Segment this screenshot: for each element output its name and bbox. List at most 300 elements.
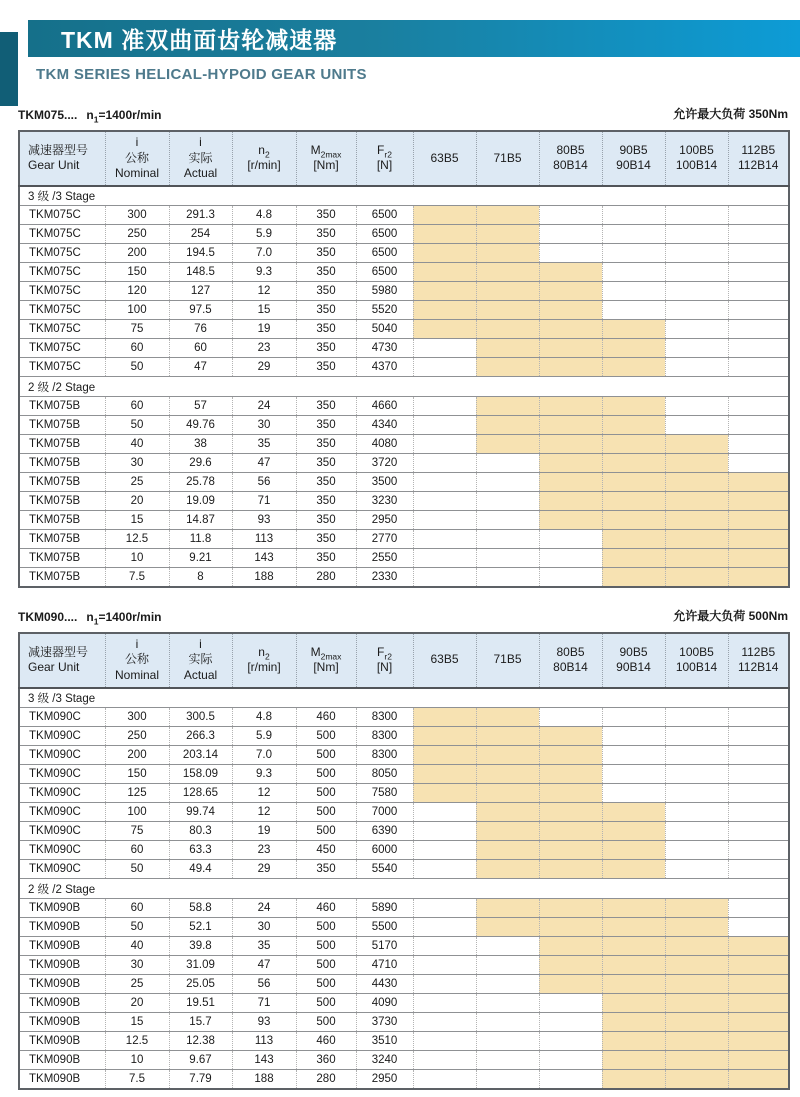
motor-compat-cell-80b5 <box>539 956 602 975</box>
motor-compat-cell-100b5 <box>665 549 728 568</box>
cell-n2: 19 <box>232 320 296 339</box>
motor-compat-cell-80b5 <box>539 994 602 1013</box>
cell-m2max: 500 <box>296 1013 356 1032</box>
motor-compat-cell-71b5 <box>476 454 539 473</box>
table-row <box>19 358 789 377</box>
table-row <box>19 1070 789 1089</box>
motor-compat-cell-90b5 <box>602 937 665 956</box>
table-row <box>19 263 789 282</box>
motor-compat-cell-63b5 <box>413 1032 476 1051</box>
motor-compat-cell-100b5 <box>665 994 728 1013</box>
col-header-i-nominal: i 公称 Nominal <box>105 131 169 186</box>
table1-title-row <box>18 107 788 125</box>
motor-compat-cell-90b5 <box>602 822 665 841</box>
motor-compat-cell-112b5 <box>728 397 789 416</box>
motor-compat-cell-71b5 <box>476 899 539 918</box>
motor-compat-cell-100b5 <box>665 784 728 803</box>
cell-n2: 9.3 <box>232 263 296 282</box>
motor-compat-cell-112b5 <box>728 841 789 860</box>
motor-compat-cell-80b5 <box>539 206 602 225</box>
motor-compat-cell-71b5 <box>476 206 539 225</box>
motor-compat-cell-100b5 <box>665 975 728 994</box>
table-row <box>19 435 789 454</box>
motor-compat-cell-112b5 <box>728 899 789 918</box>
col-header-100b5: 100B5 100B14 <box>665 131 728 186</box>
cell-i-actual: 291.3 <box>169 206 232 225</box>
motor-compat-cell-100b5 <box>665 358 728 377</box>
motor-compat-cell-90b5 <box>602 918 665 937</box>
motor-compat-cell-112b5 <box>728 975 789 994</box>
cell-i-actual: 11.8 <box>169 530 232 549</box>
cell-i-nominal: 250 <box>105 727 169 746</box>
cell-gear-unit: TKM090C <box>19 841 105 860</box>
cell-i-nominal: 100 <box>105 803 169 822</box>
cell-fr2: 5040 <box>356 320 413 339</box>
table-row <box>19 282 789 301</box>
motor-compat-cell-112b5 <box>728 206 789 225</box>
motor-compat-cell-63b5 <box>413 899 476 918</box>
cell-n2: 143 <box>232 1051 296 1070</box>
stage-divider-row <box>19 688 789 708</box>
cell-i-nominal: 40 <box>105 937 169 956</box>
cell-n2: 188 <box>232 1070 296 1089</box>
cell-m2max: 350 <box>296 358 356 377</box>
cell-gear-unit: TKM075C <box>19 206 105 225</box>
cell-fr2: 5540 <box>356 860 413 879</box>
cell-m2max: 350 <box>296 263 356 282</box>
motor-compat-cell-80b5 <box>539 492 602 511</box>
motor-compat-cell-90b5 <box>602 1032 665 1051</box>
motor-compat-cell-71b5 <box>476 244 539 263</box>
table1-max-load: 允许最大负荷 350Nm <box>673 107 788 121</box>
motor-compat-cell-112b5 <box>728 435 789 454</box>
cell-m2max: 500 <box>296 746 356 765</box>
motor-compat-cell-80b5 <box>539 1070 602 1089</box>
col-header-m2max: $M_{2max}$ [Nm] <box>296 131 356 186</box>
cell-fr2: 4430 <box>356 975 413 994</box>
cell-m2max: 350 <box>296 511 356 530</box>
motor-compat-cell-63b5 <box>413 206 476 225</box>
motor-compat-cell-63b5 <box>413 727 476 746</box>
cell-i-actual: 14.87 <box>169 511 232 530</box>
motor-compat-cell-100b5 <box>665 206 728 225</box>
motor-compat-cell-63b5 <box>413 492 476 511</box>
motor-compat-cell-112b5 <box>728 301 789 320</box>
motor-compat-cell-63b5 <box>413 454 476 473</box>
cell-gear-unit: TKM090C <box>19 784 105 803</box>
cell-i-actual: 203.14 <box>169 746 232 765</box>
motor-compat-cell-112b5 <box>728 549 789 568</box>
col-header-80b5: 80B5 80B14 <box>539 131 602 186</box>
cell-i-actual: 25.78 <box>169 473 232 492</box>
motor-compat-cell-71b5 <box>476 416 539 435</box>
motor-compat-cell-112b5 <box>728 727 789 746</box>
motor-compat-cell-71b5 <box>476 339 539 358</box>
motor-compat-cell-80b5 <box>539 899 602 918</box>
cell-fr2: 4730 <box>356 339 413 358</box>
motor-compat-cell-90b5 <box>602 263 665 282</box>
motor-compat-cell-90b5 <box>602 1070 665 1089</box>
catalog-page <box>0 20 800 1097</box>
cell-n2: 29 <box>232 860 296 879</box>
motor-compat-cell-63b5 <box>413 937 476 956</box>
cell-i-actual: 25.05 <box>169 975 232 994</box>
cell-m2max: 500 <box>296 994 356 1013</box>
cell-gear-unit: TKM075B <box>19 568 105 587</box>
cell-fr2: 8050 <box>356 765 413 784</box>
table-row <box>19 339 789 358</box>
cell-n2: 24 <box>232 899 296 918</box>
cell-fr2: 2950 <box>356 511 413 530</box>
col-header-gear-unit: 减速器型号 Gear Unit <box>19 633 105 688</box>
motor-compat-cell-100b5 <box>665 225 728 244</box>
cell-n2: 143 <box>232 549 296 568</box>
table1-model-speed: TKM075.... $n_1=1400r/\min$ <box>18 108 162 125</box>
col-header-112b5: 112B5 112B14 <box>728 131 789 186</box>
cell-fr2: 5520 <box>356 301 413 320</box>
motor-compat-cell-63b5 <box>413 339 476 358</box>
cell-fr2: 4660 <box>356 397 413 416</box>
col-header-63b5: 63B5 <box>413 633 476 688</box>
col-header-i-actual: i 实际 Actual <box>169 131 232 186</box>
cell-m2max: 350 <box>296 454 356 473</box>
motor-compat-cell-63b5 <box>413 803 476 822</box>
cell-i-nominal: 200 <box>105 746 169 765</box>
motor-compat-cell-90b5 <box>602 244 665 263</box>
motor-compat-cell-100b5 <box>665 1013 728 1032</box>
motor-compat-cell-80b5 <box>539 454 602 473</box>
table-row <box>19 784 789 803</box>
motor-compat-cell-112b5 <box>728 530 789 549</box>
cell-i-nominal: 60 <box>105 339 169 358</box>
motor-compat-cell-112b5 <box>728 244 789 263</box>
table-row <box>19 244 789 263</box>
motor-compat-cell-90b5 <box>602 568 665 587</box>
cell-n2: 113 <box>232 530 296 549</box>
cell-fr2: 6500 <box>356 225 413 244</box>
motor-compat-cell-90b5 <box>602 994 665 1013</box>
cell-i-nominal: 50 <box>105 918 169 937</box>
table-row <box>19 765 789 784</box>
motor-compat-cell-71b5 <box>476 397 539 416</box>
cell-i-nominal: 100 <box>105 301 169 320</box>
cell-gear-unit: TKM075B <box>19 454 105 473</box>
cell-m2max: 500 <box>296 727 356 746</box>
table-row <box>19 1013 789 1032</box>
motor-compat-cell-90b5 <box>602 511 665 530</box>
motor-compat-cell-100b5 <box>665 244 728 263</box>
motor-compat-cell-71b5 <box>476 473 539 492</box>
cell-i-nominal: 50 <box>105 860 169 879</box>
cell-gear-unit: TKM090C <box>19 803 105 822</box>
cell-i-nominal: 15 <box>105 1013 169 1032</box>
motor-compat-cell-100b5 <box>665 822 728 841</box>
cell-fr2: 3240 <box>356 1051 413 1070</box>
cell-n2: 12 <box>232 803 296 822</box>
motor-compat-cell-63b5 <box>413 263 476 282</box>
cell-fr2: 8300 <box>356 746 413 765</box>
motor-compat-cell-80b5 <box>539 473 602 492</box>
cell-n2: 7.0 <box>232 244 296 263</box>
cell-gear-unit: TKM075B <box>19 530 105 549</box>
motor-compat-cell-90b5 <box>602 765 665 784</box>
cell-i-actual: 148.5 <box>169 263 232 282</box>
cell-i-actual: 194.5 <box>169 244 232 263</box>
motor-compat-cell-80b5 <box>539 746 602 765</box>
cell-m2max: 280 <box>296 1070 356 1089</box>
motor-compat-cell-71b5 <box>476 320 539 339</box>
cell-fr2: 2330 <box>356 568 413 587</box>
motor-compat-cell-112b5 <box>728 708 789 727</box>
motor-compat-cell-71b5 <box>476 803 539 822</box>
col-header-fr2: $F_{r2}$ [N] <box>356 131 413 186</box>
motor-compat-cell-80b5 <box>539 435 602 454</box>
motor-compat-cell-100b5 <box>665 492 728 511</box>
motor-compat-cell-112b5 <box>728 746 789 765</box>
cell-i-nominal: 7.5 <box>105 1070 169 1089</box>
cell-gear-unit: TKM090B <box>19 975 105 994</box>
motor-compat-cell-90b5 <box>602 397 665 416</box>
cell-i-actual: 158.09 <box>169 765 232 784</box>
cell-fr2: 6390 <box>356 822 413 841</box>
motor-compat-cell-63b5 <box>413 1070 476 1089</box>
cell-n2: 113 <box>232 1032 296 1051</box>
cell-gear-unit: TKM090B <box>19 899 105 918</box>
cell-gear-unit: TKM075B <box>19 511 105 530</box>
cell-n2: 30 <box>232 918 296 937</box>
cell-m2max: 460 <box>296 899 356 918</box>
cell-gear-unit: TKM075C <box>19 244 105 263</box>
motor-compat-cell-112b5 <box>728 860 789 879</box>
cell-i-actual: 58.8 <box>169 899 232 918</box>
motor-compat-cell-71b5 <box>476 975 539 994</box>
cell-fr2: 5500 <box>356 918 413 937</box>
cell-gear-unit: TKM075C <box>19 320 105 339</box>
table-row <box>19 708 789 727</box>
motor-compat-cell-90b5 <box>602 549 665 568</box>
cell-fr2: 2950 <box>356 1070 413 1089</box>
motor-compat-cell-80b5 <box>539 975 602 994</box>
motor-compat-cell-63b5 <box>413 568 476 587</box>
motor-compat-cell-71b5 <box>476 994 539 1013</box>
cell-i-nominal: 125 <box>105 784 169 803</box>
cell-fr2: 6500 <box>356 263 413 282</box>
motor-compat-cell-80b5 <box>539 841 602 860</box>
motor-compat-cell-71b5 <box>476 568 539 587</box>
table-row <box>19 822 789 841</box>
motor-compat-cell-90b5 <box>602 899 665 918</box>
cell-i-actual: 300.5 <box>169 708 232 727</box>
cell-n2: 5.9 <box>232 225 296 244</box>
motor-compat-cell-112b5 <box>728 994 789 1013</box>
cell-n2: 47 <box>232 454 296 473</box>
table-row <box>19 937 789 956</box>
cell-gear-unit: TKM075C <box>19 225 105 244</box>
cell-i-actual: 38 <box>169 435 232 454</box>
col-header-100b5: 100B5 100B14 <box>665 633 728 688</box>
cell-fr2: 6500 <box>356 206 413 225</box>
motor-compat-cell-63b5 <box>413 416 476 435</box>
cell-i-actual: 128.65 <box>169 784 232 803</box>
cell-i-actual: 60 <box>169 339 232 358</box>
motor-compat-cell-80b5 <box>539 568 602 587</box>
cell-m2max: 350 <box>296 206 356 225</box>
motor-compat-cell-80b5 <box>539 860 602 879</box>
motor-compat-cell-63b5 <box>413 918 476 937</box>
table-row <box>19 225 789 244</box>
motor-compat-cell-100b5 <box>665 841 728 860</box>
cell-m2max: 350 <box>296 435 356 454</box>
cell-n2: 19 <box>232 822 296 841</box>
motor-compat-cell-90b5 <box>602 282 665 301</box>
motor-compat-cell-80b5 <box>539 416 602 435</box>
cell-n2: 12 <box>232 784 296 803</box>
cell-m2max: 350 <box>296 244 356 263</box>
cell-m2max: 500 <box>296 803 356 822</box>
cell-i-nominal: 12.5 <box>105 1032 169 1051</box>
motor-compat-cell-80b5 <box>539 244 602 263</box>
stage-divider: 3 级 /3 Stage <box>19 688 789 708</box>
motor-compat-cell-112b5 <box>728 765 789 784</box>
motor-compat-cell-90b5 <box>602 727 665 746</box>
motor-compat-cell-112b5 <box>728 282 789 301</box>
motor-compat-cell-112b5 <box>728 568 789 587</box>
motor-compat-cell-71b5 <box>476 727 539 746</box>
table-row <box>19 416 789 435</box>
table-row <box>19 1032 789 1051</box>
motor-compat-cell-63b5 <box>413 225 476 244</box>
col-header-i-nominal: i 公称 Nominal <box>105 633 169 688</box>
cell-i-nominal: 7.5 <box>105 568 169 587</box>
cell-i-nominal: 60 <box>105 899 169 918</box>
table-row <box>19 803 789 822</box>
motor-compat-cell-112b5 <box>728 937 789 956</box>
motor-compat-cell-71b5 <box>476 282 539 301</box>
cell-i-nominal: 75 <box>105 320 169 339</box>
stage-divider: 3 级 /3 Stage <box>19 186 789 206</box>
motor-compat-cell-112b5 <box>728 956 789 975</box>
motor-compat-cell-63b5 <box>413 301 476 320</box>
cell-fr2: 5170 <box>356 937 413 956</box>
cell-gear-unit: TKM075B <box>19 397 105 416</box>
cell-i-actual: 97.5 <box>169 301 232 320</box>
motor-compat-cell-80b5 <box>539 358 602 377</box>
cell-fr2: 3230 <box>356 492 413 511</box>
table-row <box>19 918 789 937</box>
cell-m2max: 350 <box>296 473 356 492</box>
motor-compat-cell-63b5 <box>413 244 476 263</box>
motor-compat-cell-71b5 <box>476 1013 539 1032</box>
motor-compat-cell-71b5 <box>476 511 539 530</box>
motor-compat-cell-63b5 <box>413 765 476 784</box>
cell-m2max: 500 <box>296 822 356 841</box>
motor-compat-cell-71b5 <box>476 937 539 956</box>
motor-compat-cell-80b5 <box>539 549 602 568</box>
cell-fr2: 7000 <box>356 803 413 822</box>
motor-compat-cell-112b5 <box>728 225 789 244</box>
cell-i-actual: 266.3 <box>169 727 232 746</box>
cell-gear-unit: TKM075B <box>19 435 105 454</box>
motor-compat-cell-71b5 <box>476 530 539 549</box>
cell-i-actual: 49.4 <box>169 860 232 879</box>
table-row <box>19 899 789 918</box>
cell-gear-unit: TKM075B <box>19 416 105 435</box>
motor-compat-cell-63b5 <box>413 397 476 416</box>
header-row <box>19 633 789 688</box>
cell-n2: 23 <box>232 339 296 358</box>
cell-fr2: 4370 <box>356 358 413 377</box>
cell-gear-unit: TKM090C <box>19 765 105 784</box>
cell-i-actual: 19.09 <box>169 492 232 511</box>
cell-gear-unit: TKM090B <box>19 994 105 1013</box>
cell-m2max: 350 <box>296 339 356 358</box>
cell-i-actual: 80.3 <box>169 822 232 841</box>
motor-compat-cell-63b5 <box>413 473 476 492</box>
motor-compat-cell-71b5 <box>476 746 539 765</box>
table2-model: TKM090.... <box>18 609 78 624</box>
motor-compat-cell-63b5 <box>413 994 476 1013</box>
cell-i-nominal: 15 <box>105 511 169 530</box>
cell-i-nominal: 150 <box>105 263 169 282</box>
table-row <box>19 746 789 765</box>
motor-compat-cell-80b5 <box>539 339 602 358</box>
table-row <box>19 860 789 879</box>
motor-compat-cell-100b5 <box>665 530 728 549</box>
motor-compat-cell-80b5 <box>539 727 602 746</box>
cell-m2max: 450 <box>296 841 356 860</box>
cell-i-nominal: 10 <box>105 549 169 568</box>
stage-divider-row <box>19 377 789 397</box>
cell-m2max: 360 <box>296 1051 356 1070</box>
cell-gear-unit: TKM090B <box>19 1070 105 1089</box>
cell-fr2: 7580 <box>356 784 413 803</box>
motor-compat-cell-112b5 <box>728 1013 789 1032</box>
table-row <box>19 549 789 568</box>
cell-gear-unit: TKM075C <box>19 339 105 358</box>
cell-m2max: 350 <box>296 301 356 320</box>
cell-fr2: 4340 <box>356 416 413 435</box>
cell-i-nominal: 40 <box>105 435 169 454</box>
cell-n2: 15 <box>232 301 296 320</box>
motor-compat-cell-71b5 <box>476 765 539 784</box>
cell-gear-unit: TKM075C <box>19 301 105 320</box>
motor-compat-cell-90b5 <box>602 1051 665 1070</box>
cell-m2max: 350 <box>296 530 356 549</box>
table-row <box>19 994 789 1013</box>
motor-compat-cell-90b5 <box>602 746 665 765</box>
motor-compat-cell-80b5 <box>539 263 602 282</box>
motor-compat-cell-112b5 <box>728 492 789 511</box>
motor-compat-cell-80b5 <box>539 225 602 244</box>
motor-compat-cell-71b5 <box>476 708 539 727</box>
motor-compat-cell-112b5 <box>728 511 789 530</box>
motor-compat-cell-112b5 <box>728 918 789 937</box>
cell-i-actual: 7.79 <box>169 1070 232 1089</box>
cell-gear-unit: TKM075B <box>19 492 105 511</box>
motor-compat-cell-90b5 <box>602 206 665 225</box>
cell-m2max: 350 <box>296 416 356 435</box>
motor-compat-cell-90b5 <box>602 860 665 879</box>
cell-gear-unit: TKM090C <box>19 822 105 841</box>
motor-compat-cell-71b5 <box>476 841 539 860</box>
motor-compat-cell-100b5 <box>665 397 728 416</box>
cell-n2: 30 <box>232 416 296 435</box>
col-header-90b5: 90B5 90B14 <box>602 633 665 688</box>
motor-compat-cell-100b5 <box>665 803 728 822</box>
cell-i-nominal: 150 <box>105 765 169 784</box>
motor-compat-cell-90b5 <box>602 492 665 511</box>
motor-compat-cell-71b5 <box>476 918 539 937</box>
